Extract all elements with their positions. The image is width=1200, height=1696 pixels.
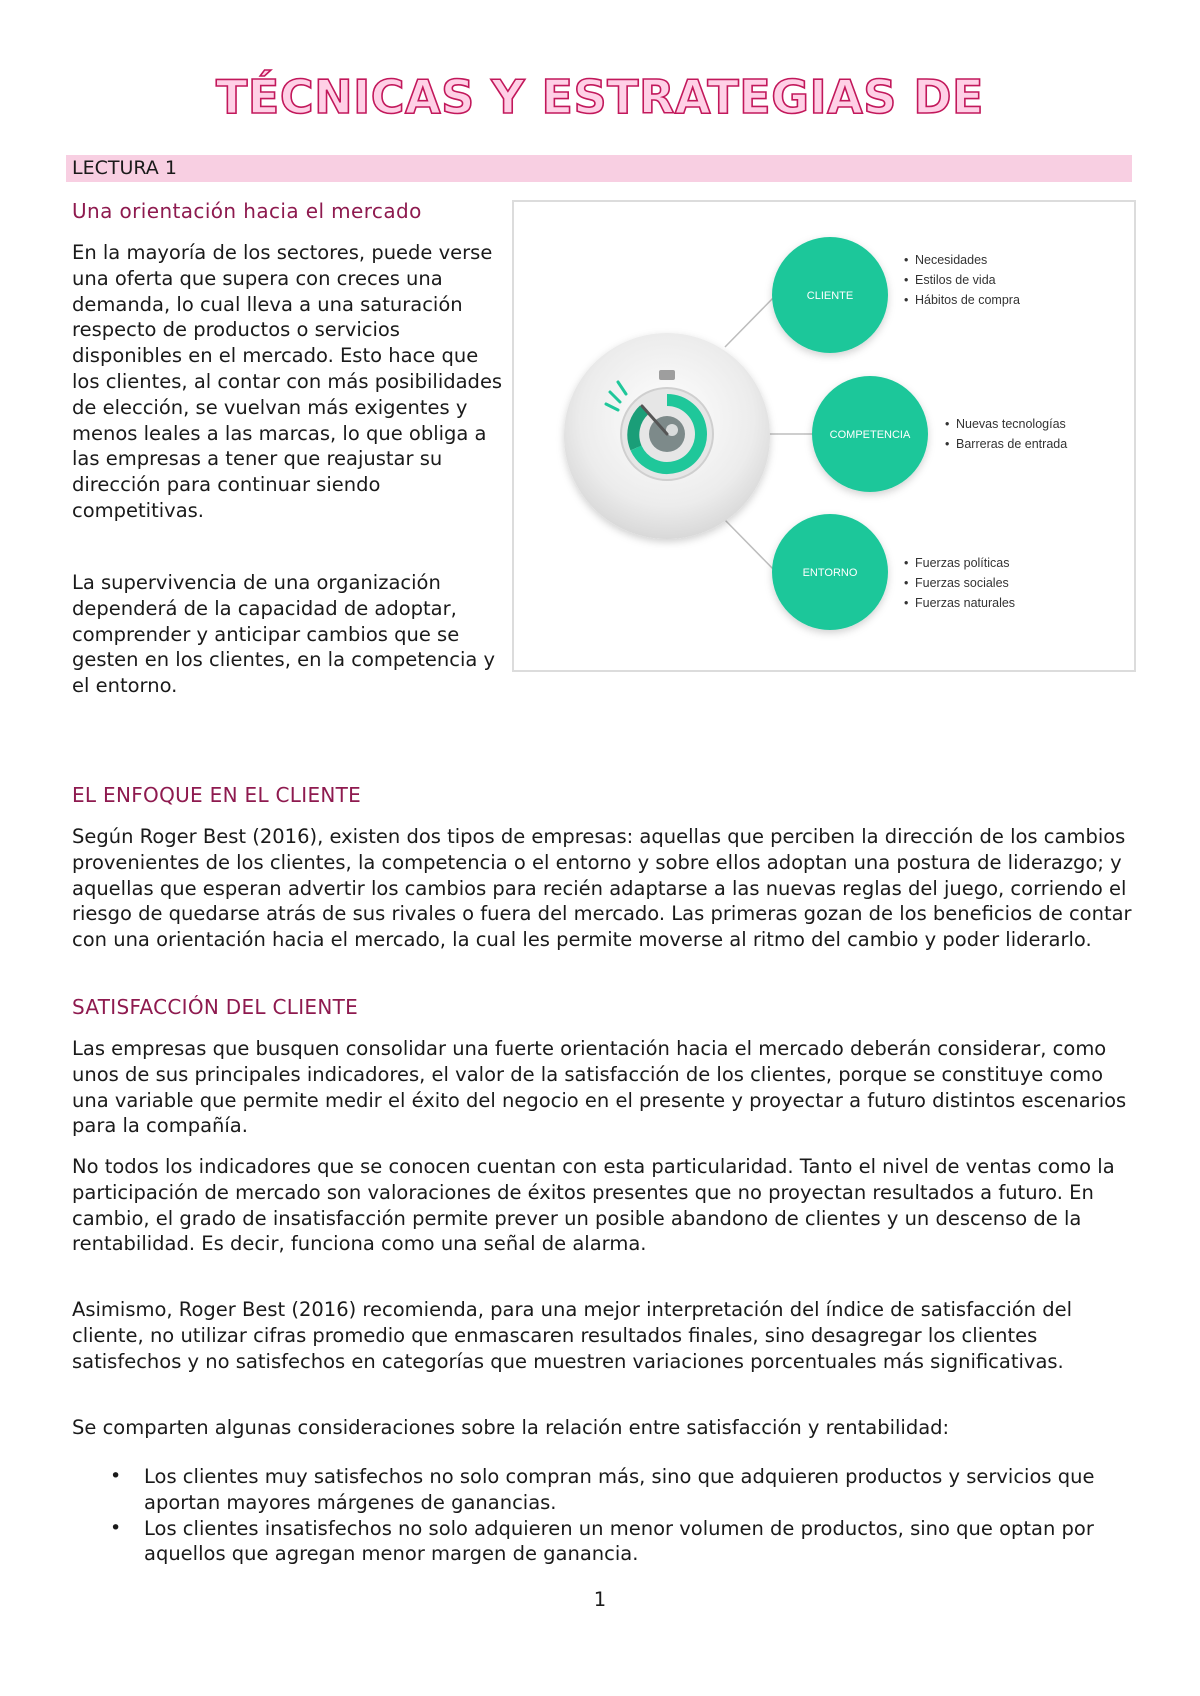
diagram-bullet-dot: • <box>904 293 909 307</box>
page-number: 1 <box>593 1588 607 1611</box>
list-item-text: Los clientes insatisfechos no solo adquieren un menor volumen de productos, sino que optan por aquellos que agregan menor margen de ganancia. <box>144 1516 1094 1566</box>
intro-paragraph-2: La supervivencia de una organización dependerá de la capacidad de adoptar, comprender y anticipar cambios que se gesten en los clientes, en la competencia y el entorno. <box>72 571 496 698</box>
diagram-bullet-dot: • <box>904 576 909 590</box>
diagram-item: Nuevas tecnologías <box>956 417 1066 431</box>
diagram-bullet-dot: • <box>904 556 909 570</box>
diagram-item: Necesidades <box>915 253 988 267</box>
paragraph-satisfaccion-2: No todos los indicadores que se conocen cuentan con esta particularidad. Tanto el nivel de ventas como la participación de mercado son valoraciones de éxitos presentes que no proyectan resultados a futuro. En cambio, el grado de insatisfacción permite prever un posible abandono de clientes y un descenso de la rentabilidad. Es decir, funciona como una señal de alarma. <box>72 1155 1115 1256</box>
paragraph-satisfaccion-4: Se comparten algunas consideraciones sobre la relación entre satisfacción y rentabilidad: <box>72 1416 950 1439</box>
section-subheading: Una orientación hacia el mercado <box>72 199 422 223</box>
paragraph-enfoque: Según Roger Best (2016), existen dos tipos de empresas: aquellas que perciben la dirección de los cambios provenientes de los clientes, la competencia o el entorno y sobre ellos adoptan una postura de liderazgo; y aquellas que esperan advertir los cambios para recién adaptarse a las nuevas reglas del juego, corriendo el riesgo de quedarse atrás de sus rivales o fuera del mercado. Las primeras gozan de los beneficios de contar con una orientación hacia el mercado, la cual les permite moverse al ritmo del cambio y poder liderarlo. <box>72 825 1132 952</box>
bullet-dot: • <box>110 1516 122 1539</box>
diagram-bullet-dot: • <box>904 596 909 610</box>
list-item-text: Los clientes muy satisfechos no solo compran más, sino que adquieren productos y servicios que aportan mayores márgenes de ganancias. <box>144 1465 1095 1514</box>
diagram-item: Estilos de vida <box>915 273 996 287</box>
list-item <box>72 1464 1138 1516</box>
diagram-bullet-dot: • <box>904 273 909 287</box>
heading-satisfaccion-cliente: SATISFACCIÓN DEL CLIENTE <box>72 995 359 1019</box>
node-label-entorno: ENTORNO <box>802 567 858 579</box>
diagram-item: Fuerzas políticas <box>915 556 1010 570</box>
list-item <box>72 1516 1138 1568</box>
diagram-svg <box>514 202 1138 674</box>
intro-paragraph-1: En la mayoría de los sectores, puede verse una oferta que supera con creces una demanda, lo cual lleva a una saturación respecto de productos o servicios disponibles en el mercado. Esto hace que los clientes, al contar con más posibilidades de elección, se vuelvan más exigentes y menos leales a las marcas, lo que obliga a las empresas a tener que reajustar su dirección para continuar siendo competitivas. <box>72 241 503 522</box>
connector-line <box>725 295 776 347</box>
diagram-item: Fuerzas sociales <box>915 576 1009 590</box>
diagram-item: Hábitos de compra <box>915 293 1020 307</box>
heading-enfoque-cliente: EL ENFOQUE EN EL CLIENTE <box>72 783 362 807</box>
satisfaction-bullet-list <box>72 1464 1138 1567</box>
diagram-item: Fuerzas naturales <box>915 596 1016 610</box>
paragraph-satisfaccion-1: Las empresas que busquen consolidar una fuerte orientación hacia el mercado deberán considerar, como unos de sus principales indicadores, el valor de la satisfacción de los clientes, porque se constituye como una variable que permite medir el éxito del negocio en el presente y proyectar a futuro distintos escenarios para la compañía. <box>72 1037 1127 1138</box>
diagram-bullet-dot: • <box>945 437 950 451</box>
document-title: TÉCNICAS Y ESTRATEGIAS DE <box>216 70 984 124</box>
paragraph-satisfaccion-3: Asimismo, Roger Best (2016) recomienda, para una mejor interpretación del índice de satisfacción del cliente, no utilizar cifras promedio que enmascaren resultados finales, sino desagregar los clientes satisfechos y no satisfechos en categorías que muestren variaciones porcentuales más significativas. <box>72 1298 1073 1373</box>
diagram-bullet-dot: • <box>945 417 950 431</box>
lectura-label: LECTURA 1 <box>66 155 1132 182</box>
connector-line <box>725 520 776 572</box>
diagram-bullet-dot: • <box>904 253 909 267</box>
node-label-competencia: COMPETENCIA <box>829 429 911 441</box>
bullet-dot: • <box>110 1465 122 1487</box>
node-label-cliente: CLIENTE <box>806 290 854 302</box>
diagram-item: Barreras de entrada <box>956 437 1068 451</box>
market-orientation-diagram <box>512 200 1136 672</box>
